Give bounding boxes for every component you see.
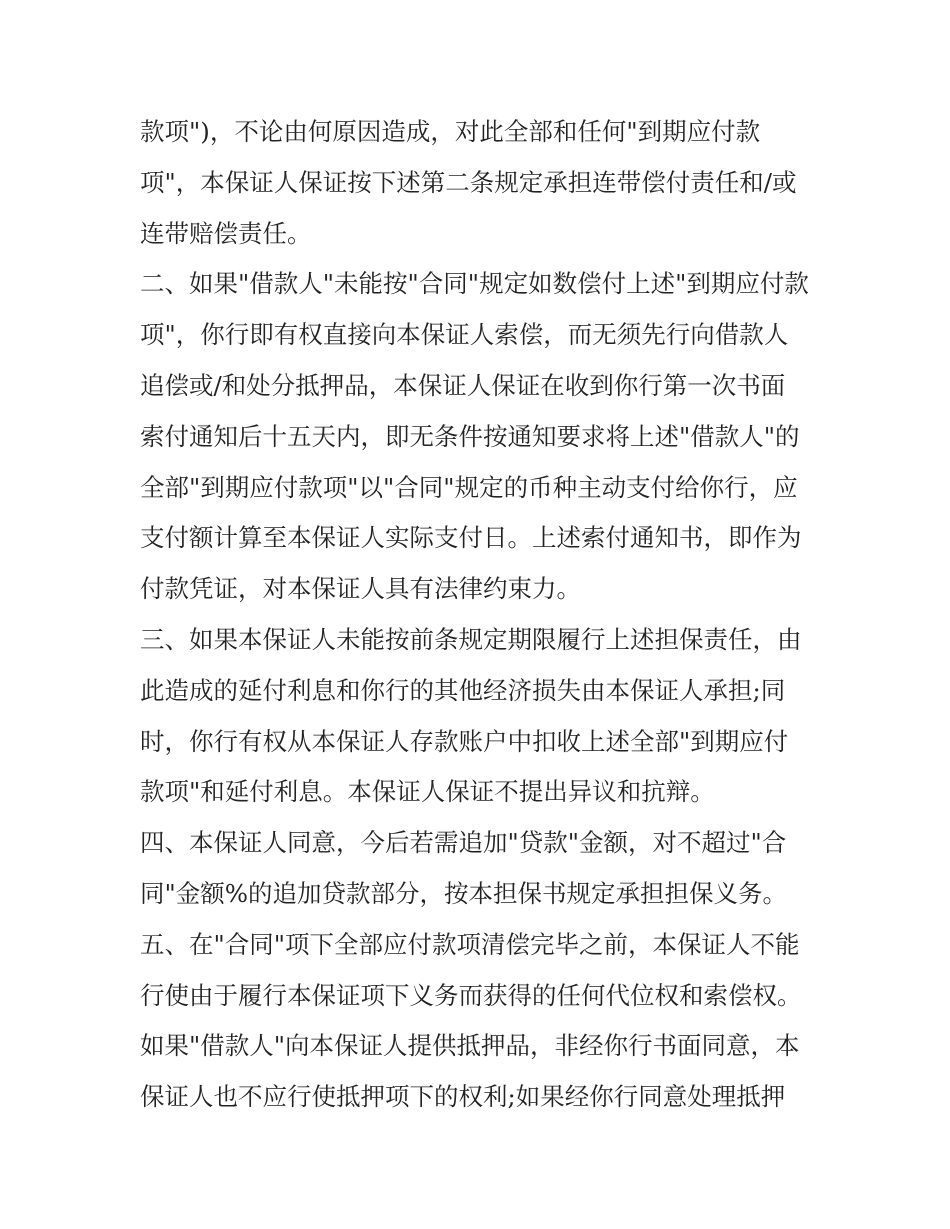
text-line: 同"金额%的追加贷款部分，按本担保书规定承担担保义务。 — [140, 878, 788, 908]
text-line: 保证人也不应行使抵押项下的权利;如果经你行同意处理抵押 — [140, 1082, 786, 1112]
text-line: 付款凭证，对本保证人具有法律约束力。 — [140, 574, 581, 604]
text-line: 支付额计算至本保证人实际支付日。上述索付通知书，即作为 — [140, 523, 802, 553]
text-line: 时，你行有权从本保证人存款账户中扣收上述全部"到期应付 — [140, 726, 789, 756]
text-line: 连带赔偿责任。 — [140, 218, 312, 248]
text-line: 二、如果"借款人"未能按"合同"规定如数偿付上述"到期应付款 — [140, 269, 809, 299]
text-line: 行使由于履行本保证项下义务而获得的任何代位权和索偿权。 — [140, 980, 802, 1010]
text-line: 款项"和延付利息。本保证人保证不提出异议和抗辩。 — [140, 777, 715, 807]
text-line: 项"，你行即有权直接向本保证人索偿，而无须先行向借款人 — [140, 320, 789, 350]
text-line: 索付通知后十五天内，即无条件按通知要求将上述"借款人"的 — [140, 421, 800, 451]
text-line: 项"，本保证人保证按下述第二条规定承担连带偿付责任和/或 — [140, 167, 797, 197]
text-line: 款项")，不论由何原因造成，对此全部和任何"到期应付款 — [140, 117, 761, 146]
text-line: 追偿或/和处分抵押品，本保证人保证在收到你行第一次书面 — [140, 370, 786, 400]
text-line: 四、本保证人同意，今后若需追加"贷款"金额，对不超过"合 — [140, 828, 787, 858]
text-line: 如果"借款人"向本保证人提供抵押品，非经你行书面同意，本 — [140, 1031, 800, 1061]
text-line: 全部"到期应付款项"以"合同"规定的币种主动支付给你行，应 — [140, 472, 798, 502]
text-line: 五、在"合同"项下全部应付款项清偿完毕之前，本保证人不能 — [140, 929, 800, 959]
document-body — [140, 107, 820, 1123]
text-line: 此造成的延付利息和你行的其他经济损失由本保证人承担;同 — [140, 675, 786, 705]
text-line: 三、如果本保证人未能按前条规定期限履行上述担保责任，由 — [140, 624, 802, 654]
